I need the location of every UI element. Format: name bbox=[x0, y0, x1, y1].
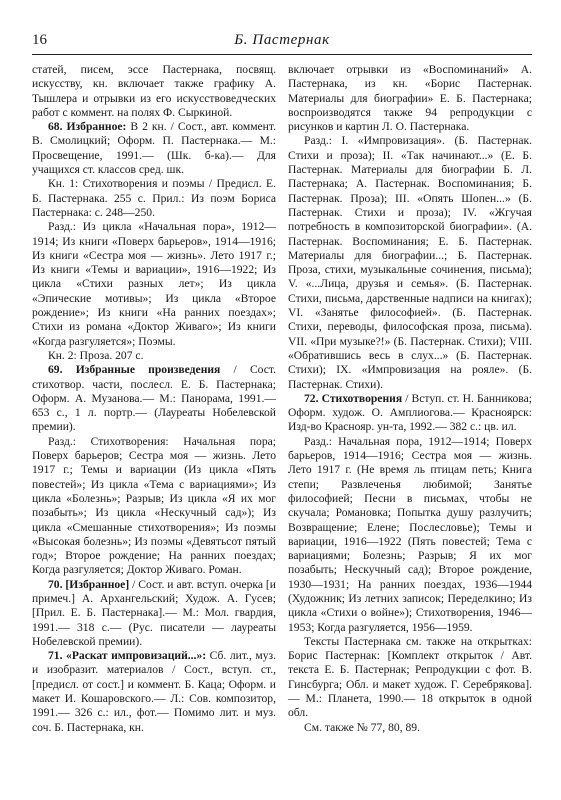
postcards-note: Тексты Пастернака см. также на открытках: Борис Пастернак: [Комплект открыток / Авт. текста Е. Б. Пастернак; Репродукции с фот. В. Гинсбурга; Обл. и макет худож. Г. Серебрякова].— М.: Планета, 1990.— 18 открыток в одной обл. bbox=[288, 634, 532, 720]
continued-paragraph: статей, писем, эссе Пастернака, посвящ. искусству, кн. включает также графику А. Тышлера и отрывки из его искусствоведческих работ с коммент. на полях Ф. Сыркиной. bbox=[32, 63, 276, 119]
entry-72-sections: Разд.: Начальная пора, 1912—1914; Поверх барьеров, 1914—1916; Сестра моя — жизнь. Лето 1917 г. (Не время ль птицам петь; Книга степи; Развлеченья любимой; Занятье философией; Песни в письмах, чтобы не скучала; Романовка; Попытка душу разлучить; Возвращение; Елене; Послесловье); Темы и вариации, 1916—1922 (Пять повестей; Тема с вариациями; Болезнь; Разрыв; Я их мог позабыть; Нескучный сад); Второе рождение, 1930—1931; На ранних поездах, 1936—1944 (Художник; Из летних записок; Переделкино; Из цикла «Стихи о войне»); Стихотворения, 1946—1953; Когда разгуляется, 1956—1959. bbox=[288, 434, 532, 634]
see-also-note: См. также № 77, 80, 89. bbox=[304, 720, 420, 734]
entry-70-heading: 70. [Избранное] bbox=[48, 577, 130, 591]
entry-72-body: / Вступ. ст. Н. Банникова; Оформ. худож. О. Амплиогова.— Красноярск: Изд-во Краснояр. ун-та, 1992.— 382 с.: цв. ил. bbox=[288, 391, 532, 434]
entry-71-sections: Разд.: I. «Импровизация». (Б. Пастернак. Стихи и проза); II. «Так начинают...» (Е. Б. Пастернак. Материалы для биографии Б. Л. Пастернака; А. Пастернак. Воспоминания; Б. Пастернак. Проза); III. «Опять Шопен...» (Б. Пастернак. Стихи и проза); IV. «Жгучая потребность в композиторской биографии». (А. Пастернак. Воспоминания; Е. Б. Пастернак. Материалы для биографии...; Б. Пастернак. Проза, стихи, музыкальные сочинения, письма); V. «...Лица, друзья и семья». (Б. Пастернак. Стихи, письма, дарственные надписи на книгах); VI. «Занятье философией». (Б. Пастернак. Стихи, переводы, философская проза, письма). VII. «При музыке?!» (Б. Пастернак. Стихи); VIII. «Обратившись весь в слух...» (Б. Пастернак. Стихи); IX. «Импровизация на рояле». (Б. Пастернак. Стихи). bbox=[288, 134, 532, 391]
entry-72 bbox=[288, 392, 532, 435]
entry-69-sections: Разд.: Стихотворения: Начальная пора; Поверх барьеров; Сестра моя — жизнь. Лето 1917 г.; Темы и вариации (Из цикла «Пять повестей»; Из цикла «Тема с вариациями»; Из цикла «Болезнь»; Разрыв; Из цикла «Я их мог позабыть»; Из цикла «Нескучный сад»); Из цикла «Смешанные стихотворения»; Из поэмы «Высокая болезнь»; Из поэмы «Девятьсот пятый год»; Второе рождение; На ранних поездах; Когда разгуляется; Доктор Живаго. Роман. bbox=[32, 434, 276, 577]
entry-71-body: Сб. лит., муз. и изобразит. материалов / Сост., вступ. ст., [предисл. от сост.] и коммент. Б. Каца; Оформ. и макет И. Кошаровского.— Л.: Сов. композитор, 1991.— 326 с.: ил., фот.— Помимо лит. и муз. соч. Б. Пастернака, кн. bbox=[32, 649, 277, 734]
running-title: Б. Пастернак bbox=[234, 32, 330, 48]
entry-68-body: В 2 кн. / Сост., авт. коммент. В. Смолицкий; Оформ. П. Пастернака.— М.: Просвещение, 1991.— (Шк. б-ка).— Для учащихся ст. классов сред. шк. bbox=[32, 120, 276, 177]
entry-70 bbox=[32, 578, 276, 649]
entry-71 bbox=[32, 649, 276, 735]
entry-68-sections: Разд.: Из цикла «Начальная пора», 1912—1914; Из книги «Поверх барьеров», 1914—1916; Из книги «Сестра моя — жизнь». Лето 1917 г.; Из книги «Темы и вариации», 1916—1922; Из цикла «Стихи разных лет»; Из цикла «Эпические мотивы»; Из цикла «Второе рождение»; Из книги «На ранних поездах»; Стихи из романа «Доктор Живаго»; Из книги «Когда разгуляется»; Поэмы. bbox=[32, 220, 276, 348]
entry-69-heading: 69. Избранные произведения bbox=[48, 363, 221, 377]
header-rule bbox=[32, 54, 532, 55]
entry-70-body: / Сост. и авт. вступ. очерка [и примеч.] А. Архангельский; Худож. А. Гусев; [Прил. Е. Б. Пастернака].— М.: Мол. гвардия, 1991.— 318 с.— (Рус. писатели — лауреаты Нобелевской премии). bbox=[32, 577, 277, 648]
entry-72-heading: 72. Стихотворения bbox=[304, 391, 403, 405]
entry-68-heading: 68. Избранное: bbox=[48, 120, 127, 134]
entry-68 bbox=[32, 120, 276, 177]
entry-69 bbox=[32, 363, 276, 434]
entry-68-book-2: Кн. 2: Проза. 207 с. bbox=[48, 348, 144, 362]
entry-69-body: / Сост. стихотвор. части, послесл. Е. Б. Пастернака; Оформ. А. Музанова.— М.: Панорама, 1991.— 653 с., 1 л. портр.— (Лауреаты Нобелевской премии). bbox=[32, 363, 276, 434]
right-column bbox=[288, 63, 532, 735]
page-number: 16 bbox=[32, 32, 47, 48]
entry-71-heading: 71. «Раскат импровизаций...»: bbox=[48, 649, 207, 663]
entry-68-book-1: Кн. 1: Стихотворения и поэмы / Предисл. Е. Б. Пастернака. 255 с. Прил.: Из поэм Бориса Пастернака: с. 248—250. bbox=[32, 177, 276, 219]
left-column bbox=[32, 63, 276, 735]
page-header bbox=[32, 30, 532, 56]
entry-71-continued: включает отрывки из «Воспоминаний» А. Пастернака, из кн. «Борис Пастернак. Материалы для биографии» Е. Б. Пастернака; воспроизводятся также 94 репродукции с рисунков и картин Л. О. Пастернака. bbox=[288, 63, 532, 134]
